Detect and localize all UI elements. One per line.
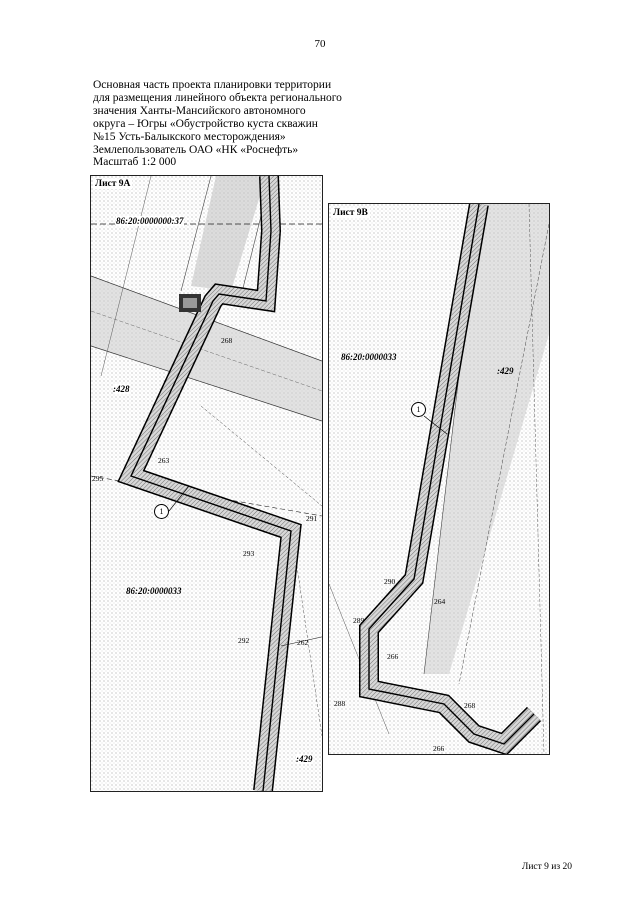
map-9a-drawing xyxy=(91,176,322,791)
map-sheet-9a xyxy=(90,175,323,792)
point-number: 291 xyxy=(306,514,318,523)
cadastral-number: 86:20:0000000:37 xyxy=(116,216,184,226)
cadastral-number: 86:20:0000033 xyxy=(341,352,397,362)
point-number: 264 xyxy=(434,597,446,606)
parcel-number: :428 xyxy=(113,384,130,394)
sheet-9b-label: Лист 9В xyxy=(333,208,368,218)
point-number: 263 xyxy=(158,456,170,465)
point-number: 268 xyxy=(464,701,476,710)
title-line: значения Ханты-Мансийского автономного xyxy=(93,104,306,117)
title-block xyxy=(93,79,393,169)
cadastral-number: 86:20:0000033 xyxy=(126,586,182,596)
page-number: 70 xyxy=(314,38,326,50)
map-sheet-9b xyxy=(328,203,550,755)
point-number: 266 xyxy=(387,652,399,661)
point-number: 262 xyxy=(297,638,309,647)
land-user-line: Землепользователь ОАО «НК «Роснефть» xyxy=(93,143,299,156)
point-number: 288 xyxy=(334,699,346,708)
map-9b-drawing xyxy=(329,204,549,754)
point-number: 289 xyxy=(353,616,365,625)
title-line: Основная часть проекта планировки территории xyxy=(93,79,332,91)
parcel-number: :429 xyxy=(296,754,313,764)
parcel-number: :429 xyxy=(497,366,514,376)
point-number: 290 xyxy=(384,577,396,586)
sheet-counter: Лист 9 из 20 xyxy=(521,862,572,872)
title-line: №15 Усть-Балыкского месторождения» xyxy=(93,130,286,143)
point-number: 295 xyxy=(92,474,104,483)
point-number: 268 xyxy=(221,336,233,345)
sheet-9a-label: Лист 9А xyxy=(95,179,131,189)
title-line: для размещения линейного объекта регионального xyxy=(93,91,342,104)
callout-marker: 1 xyxy=(154,504,169,519)
point-number: 292 xyxy=(238,636,250,645)
scale-line: Масштаб 1:2 000 xyxy=(93,156,177,169)
callout-marker: 1 xyxy=(411,402,426,417)
point-number: 293 xyxy=(243,549,255,558)
point-number: 266 xyxy=(433,744,445,753)
title-line: округа – Югры «Обустройство куста скважин xyxy=(93,117,318,130)
